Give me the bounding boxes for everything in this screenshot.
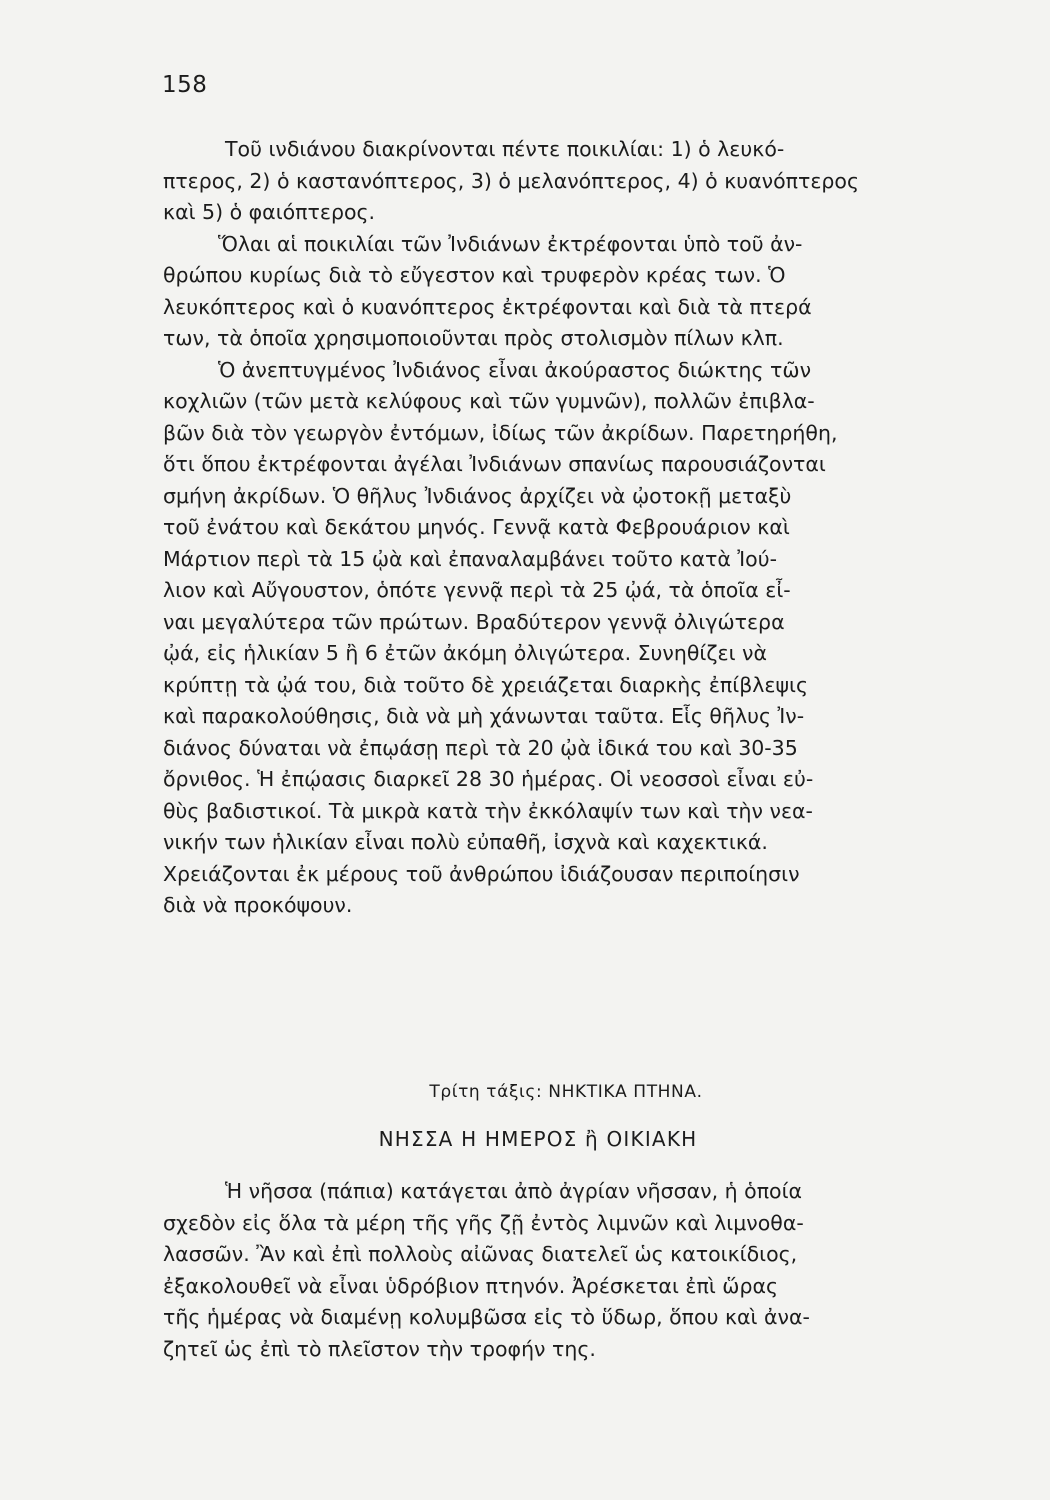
page-number: 158 — [162, 72, 208, 98]
text-line: σμήνη ἀκρίδων. Ὁ θῆλυς Ἰνδιάνος ἀρχίζει νὰ ᾠοτοκῇ μεταξὺ — [163, 483, 792, 508]
text-line: βῶν διὰ τὸν γεωργὸν ἐντόμων, ἰδίως τῶν ἀκρίδων. Παρετηρήθη, — [163, 420, 838, 445]
text-line: λευκόπτερος καὶ ὁ κυανόπτερος ἐκτρέφονται καὶ διὰ τὰ πτερά — [163, 294, 812, 319]
text-line: πτερος, 2) ὁ καστανόπτερος, 3) ὁ μελανόπτερος, 4) ὁ κυανόπτερος — [163, 168, 859, 193]
text-line: Ἡ νῆσσα (πάπια) κατάγεται ἀπὸ ἀγρίαν νῆσσαν, ἡ ὁποία — [225, 1179, 803, 1203]
text-line: Ὁ ἀνεπτυγμένος Ἰνδιάνος εἶναι ἀκούραστος διώκτης τῶν — [218, 357, 812, 382]
text-line: λασσῶν. Ἂν καὶ ἐπὶ πολλοὺς αἰῶνας διατελεῖ ὡς κατοικίδιος, — [163, 1242, 798, 1266]
text-line: θρώπου κυρίως διὰ τὸ εὔγεστον καὶ τρυφερὸν κρέας των. Ὁ — [163, 263, 786, 287]
order-heading-text: Τρίτη τάξις: ΝΗΚΤΙΚΑ ΠΤΗΝΑ. — [429, 1082, 703, 1102]
text-line: καὶ παρακολούθησις, διὰ νὰ μὴ χάνωνται ταῦτα. Εἷς θῆλυς Ἰν- — [163, 704, 805, 728]
text-line: κοχλιῶν (τῶν μετὰ κελύφους καὶ τῶν γυμνῶν), πολλῶν ἐπιβλα- — [163, 389, 815, 413]
text-line: ᾠά, εἰς ἡλικίαν 5 ἢ 6 ἐτῶν ἀκόμη ὀλιγώτερα. Συνηθίζει νὰ — [163, 641, 767, 665]
text-line: θὺς βαδιστικοί. Τὰ μικρὰ κατὰ τὴν ἐκκόλαψίν των καὶ τὴν νεα- — [163, 798, 813, 823]
text-line: νικήν των ἡλικίαν εἶναι πολὺ εὐπαθῆ, ἰσχνὰ καὶ καχεκτικά. — [163, 830, 768, 854]
text-line: Ὅλαι αἱ ποικιλίαι τῶν Ἰνδιάνων ἐκτρέφονται ὑπὸ τοῦ ἀν- — [218, 231, 803, 256]
text-line: ὄρνιθος. Ἡ ἐπῴασις διαρκεῖ 28 30 ἡμέρας. Οἱ νεοσσοὶ εἶναι εὐ- — [163, 767, 814, 791]
text-line: διάνος δύναται νὰ ἐπῳάσῃ περὶ τὰ 20 ᾠὰ ἰδικά του καὶ 30-35 — [163, 735, 798, 760]
text-line: Χρειάζονται ἐκ μέρους τοῦ ἀνθρώπου ἰδιάζουσαν περιποίησιν — [163, 861, 800, 886]
text-section-indian-turkey — [163, 134, 888, 922]
text-line: λιον καὶ Αὔγουστον, ὁπότε γεννᾷ περὶ τὰ 25 ᾠά, τὰ ὁποῖα εἶ- — [163, 578, 791, 602]
text-line: Μάρτιον περὶ τὰ 15 ᾠὰ καὶ ἐπαναλαμβάνει τοῦτο κατὰ Ἰού- — [163, 546, 777, 571]
text-line: ἐξακολουθεῖ νὰ εἶναι ὑδρόβιον πτηνόν. Ἀρέσκεται ἐπὶ ὥρας — [163, 1273, 778, 1298]
text-line: κρύπτῃ τὰ ᾠά του, διὰ τοῦτο δὲ χρειάζεται διαρκὴς ἐπίβλεψις — [163, 672, 808, 697]
text-line: ζητεῖ ὡς ἐπὶ τὸ πλεῖστον τὴν τροφήν της. — [163, 1336, 596, 1361]
text-line: Τοῦ ινδιάνου διακρίνονται πέντε ποικιλίαι: 1) ὁ λευκό- — [225, 137, 785, 161]
text-line: των, τὰ ὁποῖα χρησιμοποιοῦνται πρὸς στολισμὸν πίλων κλπ. — [163, 326, 784, 350]
text-line: διὰ νὰ προκόψουν. — [163, 893, 353, 917]
text-line: τῆς ἡμέρας νὰ διαμένῃ κολυμβῶσα εἰς τὸ ὕδωρ, ὅπου καὶ ἀνα- — [163, 1305, 810, 1329]
text-line: ὅτι ὅπου ἐκτρέφονται ἀγέλαι Ἰνδιάνων σπανίως παρουσιάζονται — [163, 452, 826, 476]
section-title — [0, 1127, 1050, 1151]
text-line: καὶ 5) ὁ φαιόπτερος. — [163, 200, 376, 224]
text-line: σχεδὸν εἰς ὅλα τὰ μέρη τῆς γῆς ζῇ ἐντὸς λιμνῶν καὶ λιμνοθα- — [163, 1210, 804, 1235]
section-title-text: ΝΗΣΣΑ Η ΗΜΕΡΟΣ ἢ ΟΙΚΙΑΚΗ — [378, 1127, 698, 1151]
text-section-domestic-duck — [163, 1176, 888, 1365]
text-line: ναι μεγαλύτερα τῶν πρώτων. Βραδύτερον γεννᾷ ὀλιγώτερα — [163, 609, 785, 634]
text-line: τοῦ ἐνάτου καὶ δεκάτου μηνός. Γεννᾷ κατὰ Φεβρουάριον καὶ — [163, 515, 790, 539]
section-heading-order — [0, 1082, 1050, 1102]
